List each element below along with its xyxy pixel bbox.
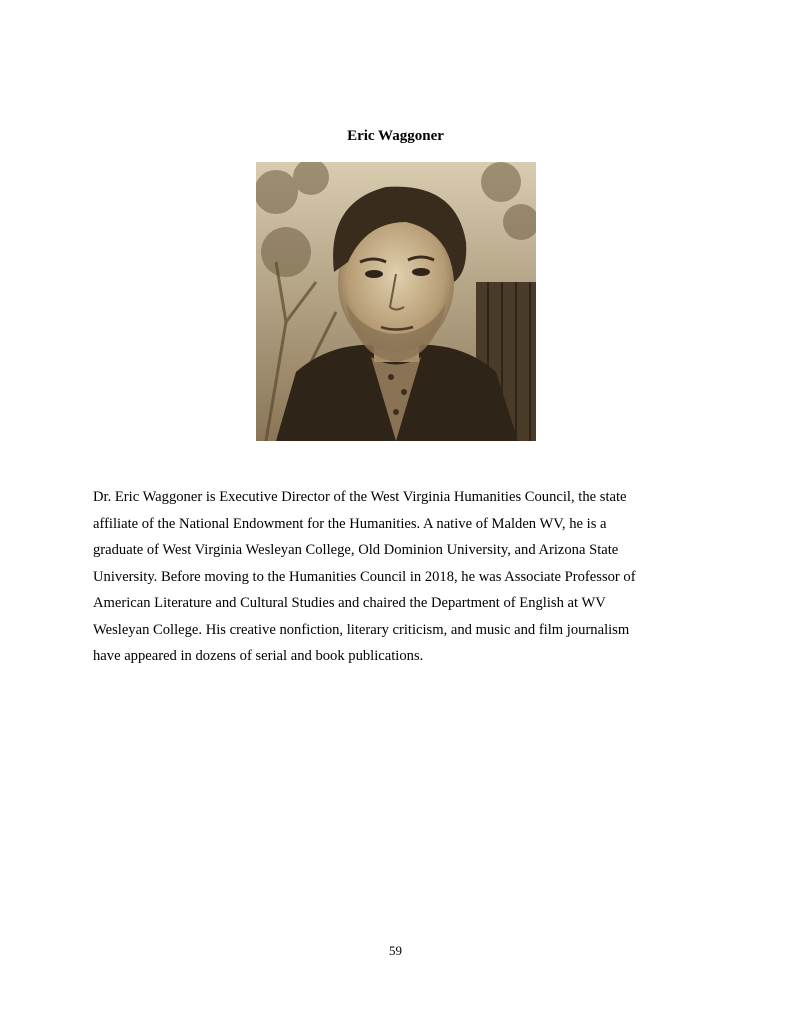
bio-line: have appeared in dozens of serial and book publications. xyxy=(93,648,424,664)
bio-line: Wesleyan College. His creative nonfiction, literary criticism, and music and film journalism xyxy=(93,621,630,638)
biography-paragraph xyxy=(93,484,713,670)
page-title: Eric Waggoner xyxy=(347,128,444,144)
page-number: 59 xyxy=(389,943,402,958)
bio-line: affiliate of the National Endowment for the Humanities. A native of Malden WV, he is a xyxy=(93,515,607,532)
portrait-photo xyxy=(256,162,536,441)
bio-line: graduate of West Virginia Wesleyan College, Old Dominion University, and Arizona State xyxy=(93,542,619,558)
bio-line: University. Before moving to the Humanities Council in 2018, he was Associate Professor of xyxy=(93,568,636,585)
bio-line: American Literature and Cultural Studies and chaired the Department of English at WV xyxy=(93,595,606,611)
bio-line: Dr. Eric Waggoner is Executive Director of the West Virginia Humanities Council, the state xyxy=(93,489,627,505)
